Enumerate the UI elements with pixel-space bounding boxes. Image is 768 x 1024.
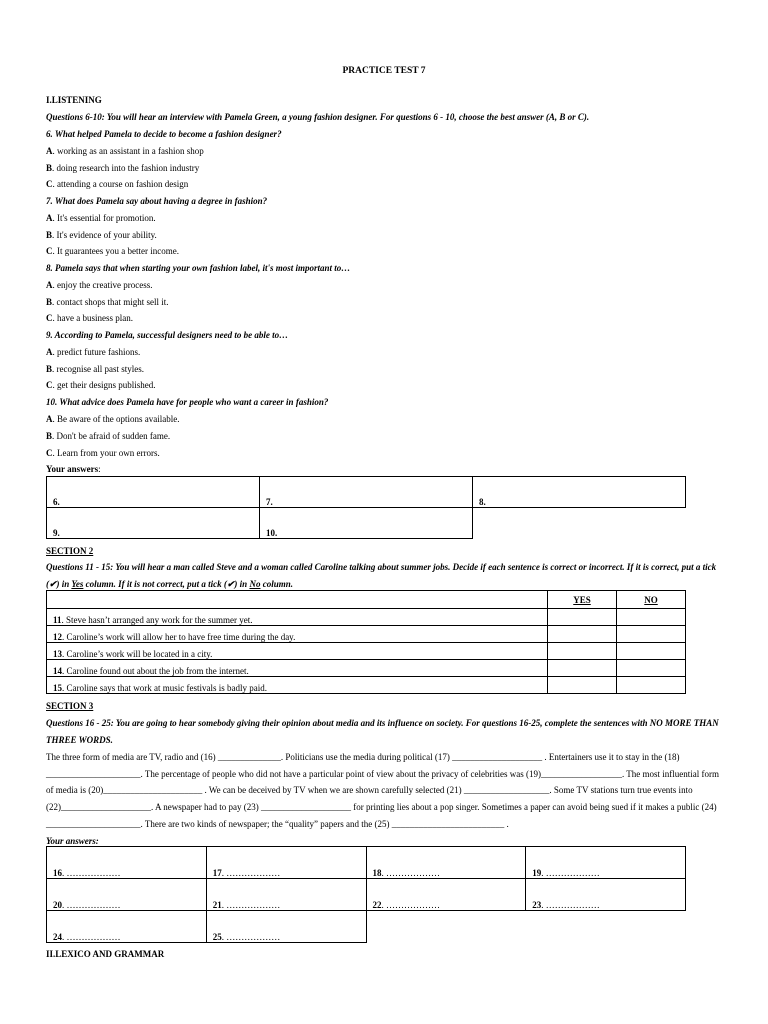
- answer-cell-23[interactable]: 23. ………………: [526, 879, 686, 911]
- yes-cell-12[interactable]: [548, 626, 617, 643]
- no-cell-13[interactable]: [617, 643, 686, 660]
- statement-row: [47, 643, 686, 660]
- option-9a[interactable]: A. predict future fashions.: [46, 347, 141, 357]
- answers-label-1: Your answers:: [46, 464, 101, 474]
- answer-cell-19[interactable]: 19. ………………: [526, 847, 686, 879]
- answers-label-3: Your answers:: [46, 836, 99, 846]
- answer-cell-empty: [473, 508, 686, 539]
- passage-line-1: The three form of media are TV, radio and (16) ______________. Politicians use the media during political (17) ____________________ . Entertainers use it to stay in the (18): [46, 752, 680, 762]
- option-8b[interactable]: B. contact shops that might sell it.: [46, 297, 169, 307]
- question-10: 10. What advice does Pamela have for people who want a career in fashion?: [46, 397, 329, 407]
- answer-cell-18[interactable]: 18. ………………: [366, 847, 526, 879]
- statement-row: [47, 609, 686, 626]
- no-cell-12[interactable]: [617, 626, 686, 643]
- section3-instruction-1: Questions 16 - 25: You are going to hear somebody giving their opinion about media and its influence on society. For questions 16-25, complete the sentences with NO MORE THAN: [46, 718, 719, 728]
- statement-13: 13. Caroline’s work will be located in a city.: [47, 643, 548, 660]
- answer-cell-7[interactable]: 7.: [260, 477, 473, 508]
- answer-table-1: [46, 476, 686, 539]
- option-6c[interactable]: C. attending a course on fashion design: [46, 179, 189, 189]
- answer-cell-10[interactable]: 10.: [260, 508, 473, 539]
- no-column-header: NO: [617, 591, 686, 609]
- passage-line-5: _____________________. There are two kinds of newspaper; the “quality” papers and the (25) _________________________ .: [46, 819, 509, 829]
- listening-heading: I.LISTENING: [46, 95, 102, 105]
- no-cell-11[interactable]: [617, 609, 686, 626]
- no-cell-14[interactable]: [617, 660, 686, 677]
- passage-line-2: _____________________. The percentage of people who did not have a particular point of view about the privacy of celebrities was (19)__________________. The most influential form: [46, 769, 720, 779]
- answer-cell-empty: [366, 911, 526, 943]
- answer-table-3: [46, 846, 686, 943]
- answer-cell-21[interactable]: 21. ………………: [206, 879, 366, 911]
- option-10a[interactable]: A. Be aware of the options available.: [46, 414, 180, 424]
- yes-cell-13[interactable]: [548, 643, 617, 660]
- option-6a[interactable]: A. working as an assistant in a fashion shop: [46, 146, 204, 156]
- answer-cell-17[interactable]: 17. ………………: [206, 847, 366, 879]
- section2-instruction-1: Questions 11 - 15: You will hear a man called Steve and a woman called Caroline talking about summer jobs. Decide if each sentence is correct or incorrect. If it is correct, put a tick: [46, 562, 717, 572]
- yes-cell-14[interactable]: [548, 660, 617, 677]
- question-9: 9. According to Pamela, successful designers need to be able to…: [46, 330, 289, 340]
- section3-heading: SECTION 3: [46, 701, 94, 711]
- lexico-grammar-heading: II.LEXICO AND GRAMMAR: [46, 949, 165, 959]
- yes-cell-15[interactable]: [548, 677, 617, 694]
- statement-header: [47, 591, 548, 609]
- option-9c[interactable]: C. get their designs published.: [46, 380, 156, 390]
- statement-row: [47, 626, 686, 643]
- statement-row: [47, 660, 686, 677]
- option-10b[interactable]: B. Don't be afraid of sudden fame.: [46, 431, 171, 441]
- yes-cell-11[interactable]: [548, 609, 617, 626]
- answer-cell-8[interactable]: 8.: [473, 477, 686, 508]
- answer-cell-9[interactable]: 9.: [47, 508, 260, 539]
- section2-instruction-2: (✔) in Yes column. If it is not correct, put a tick (✔) in No column.: [46, 579, 293, 589]
- answer-cell-empty: [526, 911, 686, 943]
- answer-cell-6[interactable]: 6.: [47, 477, 260, 508]
- option-7b[interactable]: B. It's evidence of your ability.: [46, 230, 157, 240]
- option-7a[interactable]: A. It's essential for promotion.: [46, 213, 156, 223]
- passage-line-3: of media is (20)______________________ . We can be deceived by TV when we are shown carefully selected (21) ___________________. Some TV stations turn true events into: [46, 785, 693, 795]
- option-9b[interactable]: B. recognise all past styles.: [46, 364, 144, 374]
- question-7: 7. What does Pamela say about having a degree in fashion?: [46, 196, 268, 206]
- statement-15: 15. Caroline says that work at music festivals is badly paid.: [47, 677, 548, 694]
- answer-cell-25[interactable]: 25. ………………: [206, 911, 366, 943]
- question-8: 8. Pamela says that when starting your own fashion label, it's most important to…: [46, 263, 351, 273]
- yes-no-table: [46, 590, 686, 694]
- option-7c[interactable]: C. It guarantees you a better income.: [46, 246, 179, 256]
- answer-cell-16[interactable]: 16. ………………: [47, 847, 207, 879]
- section2-heading: SECTION 2: [46, 546, 94, 556]
- answer-cell-24[interactable]: 24. ………………: [47, 911, 207, 943]
- answer-cell-22[interactable]: 22. ………………: [366, 879, 526, 911]
- passage-line-4: (22)____________________. A newspaper had to pay (23) ____________________ for printing lies about a pop singer. Sometimes a paper can avoid being sued if it makes a public (24): [46, 802, 717, 812]
- page-title: PRACTICE TEST 7: [342, 66, 426, 76]
- question-6: 6. What helped Pamela to decide to become a fashion designer?: [46, 129, 282, 139]
- statement-14: 14. Caroline found out about the job from the internet.: [47, 660, 548, 677]
- yes-column-header: YES: [548, 591, 617, 609]
- listening-instruction: Questions 6-10: You will hear an interview with Pamela Green, a young fashion designer. For questions 6 - 10, choose the best answer (A, B or C).: [46, 112, 590, 122]
- option-8a[interactable]: A. enjoy the creative process.: [46, 280, 153, 290]
- statement-12: 12. Caroline’s work will allow her to have free time during the day.: [47, 626, 548, 643]
- statement-row: [47, 677, 686, 694]
- no-cell-15[interactable]: [617, 677, 686, 694]
- statement-11: 11. Steve hasn’t arranged any work for the summer yet.: [47, 609, 548, 626]
- option-10c[interactable]: C. Learn from your own errors.: [46, 448, 160, 458]
- option-6b[interactable]: B. doing research into the fashion industry: [46, 163, 200, 173]
- option-8c[interactable]: C. have a business plan.: [46, 313, 133, 323]
- answer-cell-20[interactable]: 20. ………………: [47, 879, 207, 911]
- section3-instruction-2: THREE WORDS.: [46, 735, 113, 745]
